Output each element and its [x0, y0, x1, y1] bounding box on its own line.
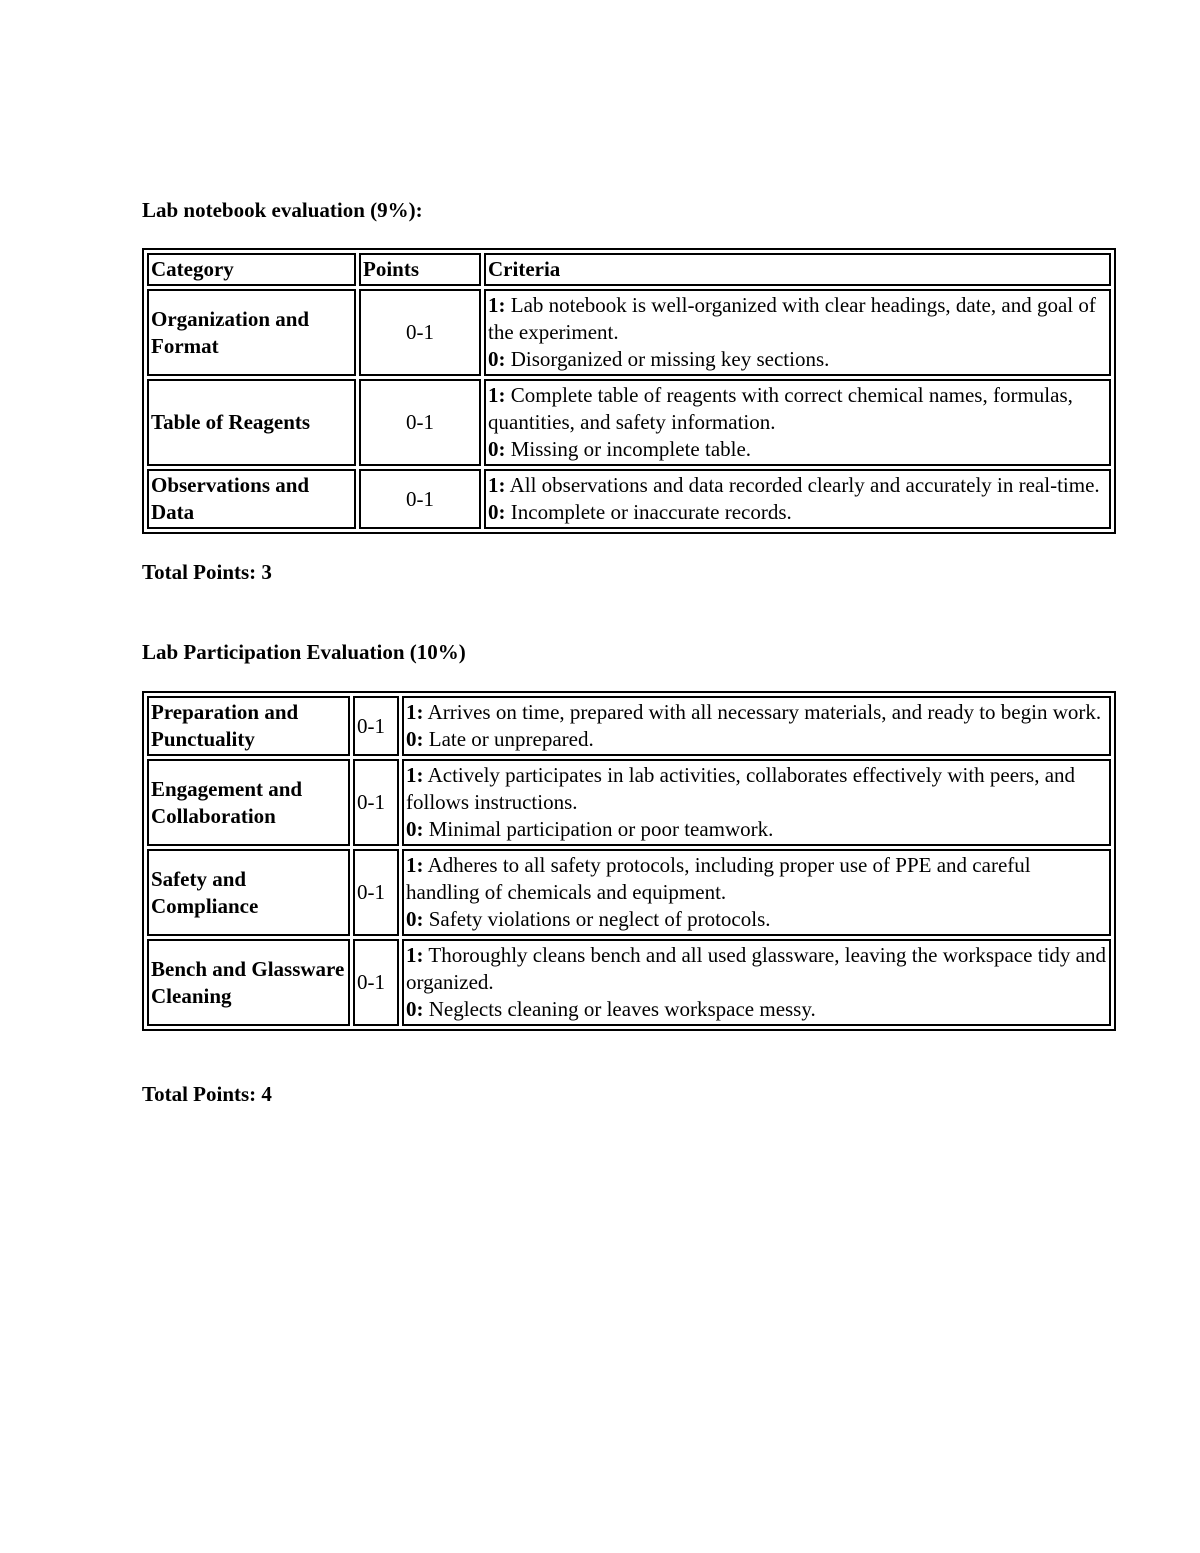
table-row — [147, 696, 1111, 756]
participation-rubric-table — [142, 691, 1116, 1031]
criteria-zero-text: Neglects cleaning or leaves workspace messy. — [428, 997, 816, 1021]
row-category: Organization and Format — [147, 289, 356, 376]
row-points: 0-1 — [353, 939, 399, 1026]
row-category: Bench and Glassware Cleaning — [147, 939, 350, 1026]
criteria-full-text: Lab notebook is well-organized with clear headings, date, and goal of the experiment. — [488, 293, 1096, 344]
criteria-full-text: Complete table of reagents with correct chemical names, formulas, quantities, and safety information. — [488, 383, 1073, 434]
criteria-full-text: Adheres to all safety protocols, including proper use of PPE and careful handling of chemicals and equipment. — [406, 853, 1031, 904]
criteria-full-text: Actively participates in lab activities, collaborates effectively with peers, and follows instructions. — [406, 763, 1076, 814]
row-criteria — [484, 469, 1111, 529]
criteria-full-label: 1: — [488, 473, 506, 497]
row-points: 0-1 — [353, 696, 399, 756]
participation-total-points: Total Points: 4 — [142, 1082, 272, 1106]
table-row — [147, 759, 1111, 846]
table-row — [147, 939, 1111, 1026]
notebook-heading: Lab notebook evaluation (9%): — [142, 198, 423, 222]
criteria-full-label: 1: — [406, 943, 424, 967]
criteria-full-label: 1: — [406, 700, 424, 724]
row-criteria — [402, 849, 1111, 936]
row-category: Safety and Compliance — [147, 849, 350, 936]
criteria-zero-text: Disorganized or missing key sections. — [510, 347, 830, 371]
criteria-zero-text: Safety violations or neglect of protocols. — [428, 907, 771, 931]
table-row — [147, 289, 1111, 376]
header-category: Category — [147, 253, 356, 286]
criteria-zero-label: 0: — [406, 727, 424, 751]
notebook-total-points: Total Points: 3 — [142, 560, 272, 584]
header-points: Points — [359, 253, 481, 286]
criteria-full-text: All observations and data recorded clearly and accurately in real-time. — [509, 473, 1100, 497]
notebook-rubric-table — [142, 248, 1116, 534]
criteria-zero-label: 0: — [488, 500, 506, 524]
criteria-zero-label: 0: — [406, 817, 424, 841]
criteria-zero-label: 0: — [406, 997, 424, 1021]
criteria-zero-label: 0: — [488, 437, 506, 461]
row-points: 0-1 — [353, 849, 399, 936]
row-category: Preparation and Punctuality — [147, 696, 350, 756]
criteria-zero-label: 0: — [488, 347, 506, 371]
table-row — [147, 849, 1111, 936]
row-criteria — [402, 759, 1111, 846]
table-row — [147, 469, 1111, 529]
criteria-full-label: 1: — [488, 383, 506, 407]
criteria-zero-label: 0: — [406, 907, 424, 931]
criteria-full-label: 1: — [406, 853, 424, 877]
header-criteria: Criteria — [484, 253, 1111, 286]
row-criteria — [484, 289, 1111, 376]
row-points: 0-1 — [359, 289, 481, 376]
criteria-full-label: 1: — [488, 293, 506, 317]
participation-heading: Lab Participation Evaluation (10%) — [142, 640, 466, 664]
criteria-zero-text: Late or unprepared. — [428, 727, 594, 751]
table-header-row — [147, 253, 1111, 286]
criteria-zero-text: Incomplete or inaccurate records. — [510, 500, 792, 524]
row-points: 0-1 — [353, 759, 399, 846]
criteria-full-label: 1: — [406, 763, 424, 787]
row-category: Table of Reagents — [147, 379, 356, 466]
row-criteria — [484, 379, 1111, 466]
row-criteria — [402, 939, 1111, 1026]
row-category: Observations and Data — [147, 469, 356, 529]
row-category: Engagement and Collaboration — [147, 759, 350, 846]
row-points: 0-1 — [359, 379, 481, 466]
row-points: 0-1 — [359, 469, 481, 529]
criteria-zero-text: Minimal participation or poor teamwork. — [428, 817, 774, 841]
row-criteria — [402, 696, 1111, 756]
criteria-full-text: Arrives on time, prepared with all necessary materials, and ready to begin work. — [427, 700, 1102, 724]
table-row — [147, 379, 1111, 466]
criteria-full-text: Thoroughly cleans bench and all used glassware, leaving the workspace tidy and organized. — [406, 943, 1106, 994]
criteria-zero-text: Missing or incomplete table. — [510, 437, 752, 461]
